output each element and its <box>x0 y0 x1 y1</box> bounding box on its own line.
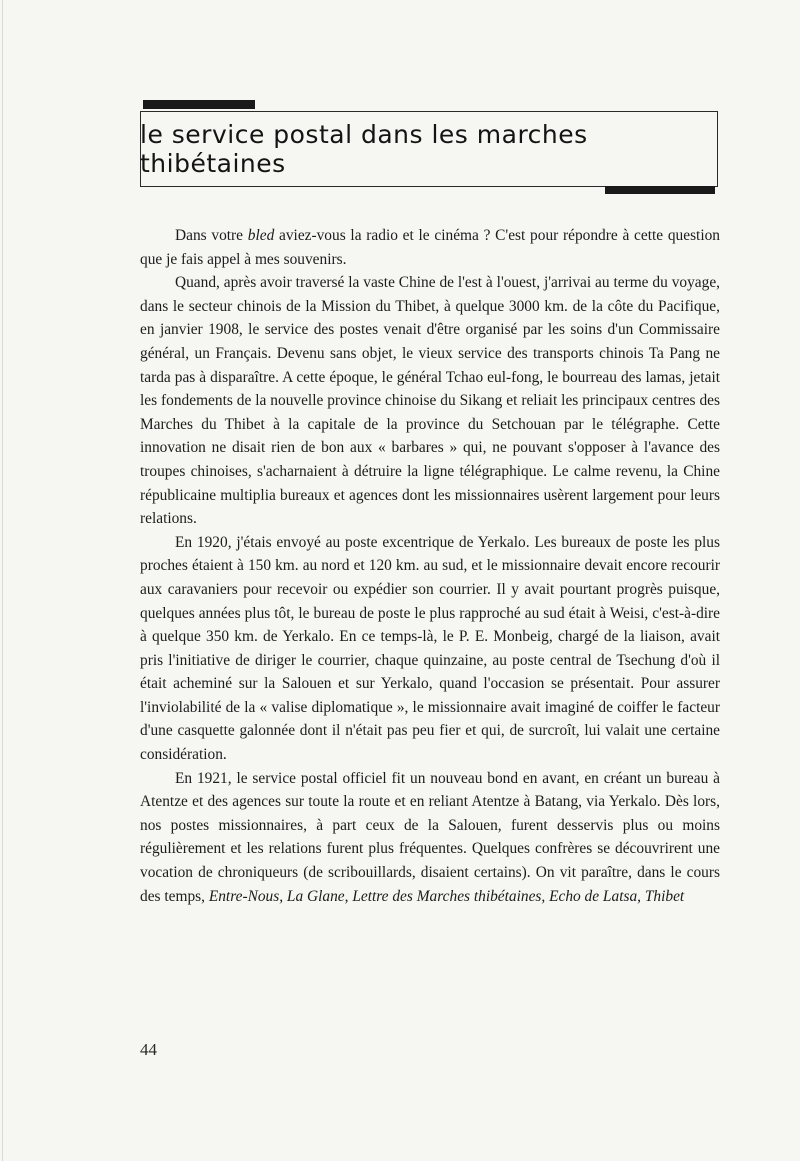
page-number: 44 <box>140 1040 157 1059</box>
paragraph <box>140 767 720 909</box>
paragraph <box>140 224 720 271</box>
text-run: Quand, après avoir traversé la vaste Chine de l'est à l'ouest, j'arrivai au terme du voyage, dans le secteur chinois de la Mission du Thibet, à quelque 3000 km. de la côte du Pacifique, en janvier 1908, le service des postes venait d'être organisé par les soins d'un Commissaire général, un Français. Devenu sans objet, le vieux service des transports chinois Ta Pang ne tarda pas à disparaître. A cette époque, le général Tchao eul-fong, le bourreau des lamas, jetait les fondements de la nouvelle province chinoise du Sikang et reliait les principaux centres des Marches du Thibet à la capitale de la province du Setchouan par le télégraphe. Cette innovation ne disait rien de bon aux « barbares » qui, ne pouvant s'opposer à l'avance des troupes chinoises, s'acharnaient à détruire la ligne télégraphique. Le calme revenu, la Chine républicaine multiplia bureaux et agences dont les missionnaires usèrent largement pour leurs relations. <box>140 274 720 528</box>
page-edge <box>2 0 3 1161</box>
italic-text: Entre-Nous, La Glane, Lettre des Marches thibétaines, Echo de Latsa, Thibet <box>208 887 685 905</box>
title-ornament-bar-top <box>143 100 255 109</box>
text-run: En 1920, j'étais envoyé au poste excentrique de Yerkalo. Les bureaux de poste les plus proches étaient à 150 km. au nord et 120 km. au sud, et le missionnaire devait encore recourir aux caravaniers pour recevoir ou expédier son courrier. Il y avait pourtant progrès puisque, quelques années plus tôt, le bureau de poste le plus rapproché au sud était à Weisi, c'est-à-dire à quelque 350 km. de Yerkalo. En ce temps-là, le P. E. Monbeig, chargé de la liaison, avait pris l'initiative de diriger le courrier, chaque quinzaine, au poste central de Tsechung d'où il était acheminé sur la Salouen et sur Yerkalo, quand l'occasion se présentait. Pour assurer l'inviolabilité de la « valise diplomatique », le missionnaire avait imaginé de coiffer le facteur d'une casquette galonnée dont il n'était pas peu fier et qui, de surcroît, lui valait une certaine considération. <box>140 533 720 764</box>
text-run: Dans votre <box>175 227 248 244</box>
text-run: aviez-vous la radio et le cinéma ? C'est pour répondre à cette question que je fais appel à mes souvenirs. <box>140 227 720 268</box>
title-ornament-bar-bottom <box>605 186 715 194</box>
text-run: En 1921, le service postal officiel fit un nouveau bond en avant, en créant un bureau à Atentze et des agences sur toute la route et en reliant Atentze à Batang, via Yerkalo. Dès lors, nos postes missionnaires, à part ceux de la Salouen, furent desservis plus ou moins régulièrement et les relations furent plus fréquentes. Quelques confrères se découvrirent une vocation de chroniqueurs (de scribouillards, disaient certains). On vit paraître, dans le cours des temps, <box>140 769 720 905</box>
article-body <box>140 224 720 908</box>
paragraph <box>140 531 720 767</box>
paragraph <box>140 271 720 531</box>
page-title: le service postal dans les marches thibétaines <box>140 120 588 178</box>
italic-text: bled <box>247 227 275 244</box>
